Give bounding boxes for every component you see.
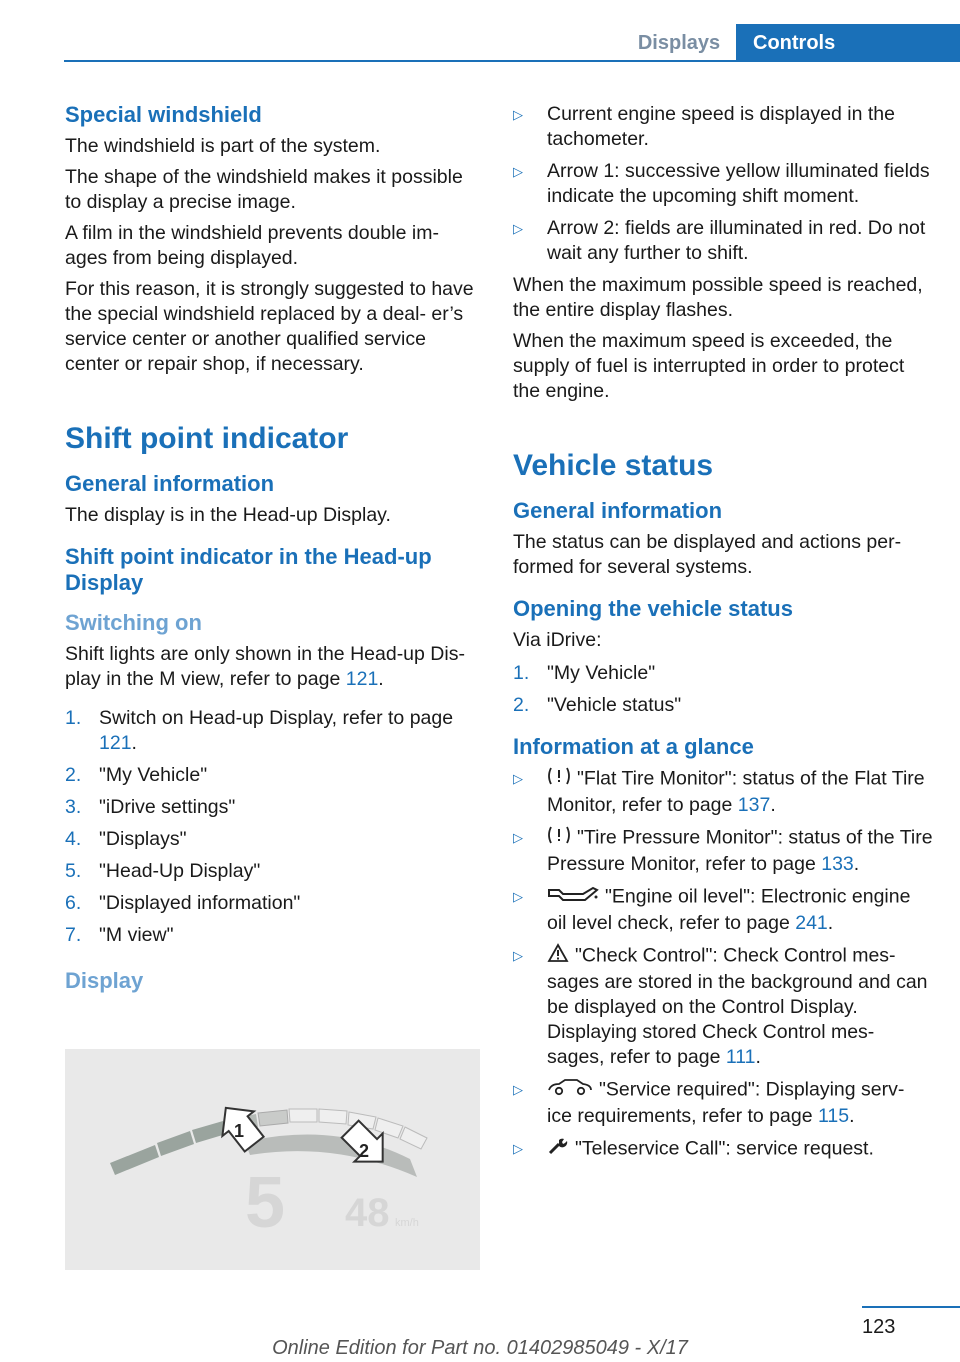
section-heading-glance: Information at a glance	[513, 734, 754, 759]
page-link[interactable]: 137	[737, 794, 771, 816]
arrow-1-label: 1	[234, 1121, 245, 1141]
chapter-heading-shift-point: Shift point indicator	[65, 422, 349, 455]
triangle-bullet-icon: ▷	[513, 1141, 523, 1156]
left-column	[65, 102, 480, 994]
triangle-bullet-icon: ▷	[513, 771, 523, 786]
list-item	[65, 923, 480, 948]
list-item	[513, 1077, 933, 1129]
right-column	[513, 102, 933, 1170]
list-item-text: Arrow 1: successive yellow illuminated fields indicate the upcoming shift moment.	[547, 160, 930, 207]
paragraph: Shift lights are only shown in the Head-up Dis‐ play in the M view, refer to page 121.	[65, 643, 465, 690]
list-item-text: Current engine speed is displayed in the tachometer.	[547, 103, 895, 150]
tab-displays[interactable]: Displays	[637, 32, 721, 54]
shift-indicator-figure	[65, 1049, 480, 1270]
list-item	[513, 1136, 933, 1163]
page-link[interactable]: 133	[821, 853, 854, 875]
steps-list	[65, 706, 480, 948]
section-heading-special-windshield: Special windshield	[65, 102, 262, 127]
list-item-text: "Head-Up Display"	[99, 860, 261, 882]
paragraph: The status can be displayed and actions per‐ formed for several systems.	[513, 531, 902, 578]
page-link[interactable]: 121	[345, 668, 379, 690]
speed-display: 48	[345, 1191, 390, 1235]
wrench-icon	[547, 1136, 569, 1163]
list-item-text: "M view"	[99, 924, 174, 946]
triangle-bullet-icon: ▷	[513, 830, 523, 845]
list-number: 2.	[65, 764, 82, 786]
list-item-text: "Tire Pressure Monitor": status of the Tire Pressure Monitor, refer to page	[547, 826, 933, 875]
page-number-rule	[862, 1306, 960, 1308]
list-item	[513, 943, 933, 1070]
list-item-text: "Service required": Displaying serv‐ ice requirements, refer to page	[547, 1078, 905, 1127]
section-heading-opening: Opening the vehicle status	[513, 596, 793, 621]
list-number: 7.	[65, 924, 82, 946]
list-item	[513, 693, 933, 718]
section-heading-hud: Shift point indicator in the Head-up Display	[65, 544, 432, 595]
subheading-switching-on: Switching on	[65, 610, 202, 635]
punctuation: .	[755, 1046, 761, 1068]
paragraph: When the maximum speed is exceeded, the supply of fuel is interrupted in order to protect the engine.	[513, 330, 905, 402]
list-item-text: "Engine oil level": Electronic engine oil level check, refer to page	[547, 885, 911, 934]
triangle-bullet-icon: ▷	[513, 221, 523, 236]
bullet-list	[513, 102, 933, 266]
list-item-text: Arrow 2: fields are illuminated in red. Do not wait any further to shift.	[547, 217, 926, 264]
tire-warning-icon	[547, 825, 571, 852]
shift-indicator-illustration	[65, 1049, 480, 1270]
subheading-display: Display	[65, 968, 144, 993]
list-item	[65, 795, 480, 820]
triangle-bullet-icon: ▷	[513, 164, 523, 179]
list-item-text: "Teleservice Call": service request.	[575, 1137, 874, 1160]
tab-controls[interactable]: Controls	[736, 24, 960, 62]
tire-warning-icon	[547, 766, 571, 793]
triangle-bullet-icon: ▷	[513, 107, 523, 122]
page-link[interactable]: 111	[725, 1046, 756, 1068]
paragraph: When the maximum possible speed is reached, the entire display flashes.	[513, 274, 923, 321]
list-item	[65, 827, 480, 852]
triangle-bullet-icon: ▷	[513, 889, 523, 904]
list-item	[65, 859, 480, 884]
list-item	[65, 891, 480, 916]
page-number: 123	[862, 1316, 896, 1338]
list-number: 4.	[65, 828, 82, 850]
warning-triangle-icon	[547, 943, 569, 970]
triangle-bullet-icon: ▷	[513, 1082, 523, 1097]
list-item-text: "Check Control": Check Control mes‐ sages are stored in the background and can be displayed on the Control Display. Displaying stored Check Control mes‐ sages, refer to page	[547, 944, 928, 1068]
paragraph: The shape of the windshield makes it possible to display a precise image.	[65, 166, 463, 213]
list-number: 6.	[65, 892, 82, 914]
list-item-text: Switch on Head-up Display, refer to page	[99, 707, 454, 729]
punctuation: .	[827, 912, 834, 934]
page-link[interactable]: 115	[817, 1105, 850, 1127]
section-heading-general-info: General information	[513, 498, 723, 523]
list-number: 2.	[513, 694, 530, 716]
list-number: 5.	[65, 860, 82, 882]
list-item	[513, 102, 933, 152]
glance-list	[513, 766, 933, 1163]
section-heading-general-info: General information	[65, 471, 275, 496]
list-item-text: "iDrive settings"	[99, 796, 236, 818]
list-item-text: "Vehicle status"	[547, 694, 682, 716]
list-item	[513, 884, 933, 936]
list-item	[513, 766, 933, 818]
list-item-text: "Displays"	[99, 828, 187, 850]
punctuation: .	[849, 1105, 855, 1127]
list-item-text: "My Vehicle"	[99, 764, 208, 786]
list-item	[513, 216, 933, 266]
paragraph: Via iDrive:	[513, 629, 602, 651]
page-link[interactable]: 241	[795, 912, 828, 934]
car-service-icon	[547, 1077, 593, 1104]
paragraph: For this reason, it is strongly suggested to have the special windshield replaced by a deal‐ er’s service center or another qualified service center or repair shop, if necessary.	[65, 278, 474, 375]
list-item: 1. Switch on Head-up Display, refer to page 121.	[65, 707, 454, 754]
list-number: 3.	[65, 796, 82, 818]
list-item	[513, 661, 933, 686]
punctuation: .	[853, 853, 860, 875]
chapter-heading-vehicle-status: Vehicle status	[513, 449, 714, 482]
gear-display: 5	[245, 1163, 286, 1243]
paragraph: A film in the windshield prevents double im‐ ages from being displayed.	[65, 222, 439, 269]
list-item-text: "Flat Tire Monitor": status of the Flat Tire Monitor, refer to page	[547, 767, 925, 816]
edition-footer: Online Edition for Part no. 01402985049 - X/17	[272, 1337, 688, 1359]
list-item-text: "My Vehicle"	[547, 662, 656, 684]
triangle-bullet-icon: ▷	[513, 948, 523, 963]
list-number: 1.	[513, 662, 530, 684]
paragraph: The windshield is part of the system.	[65, 135, 381, 157]
list-item-text: "Displayed information"	[99, 892, 301, 914]
page-link[interactable]: 121	[99, 732, 132, 754]
list-number: 1.	[65, 707, 82, 729]
list-item	[513, 159, 933, 209]
paragraph: The display is in the Head-up Display.	[65, 504, 391, 526]
punctuation: .	[770, 794, 776, 816]
paragraph-text: Shift lights are only shown in the Head-up Dis‐ play in the M view, refer to page	[65, 643, 465, 690]
list-item	[513, 825, 933, 877]
steps-list	[513, 661, 933, 718]
list-item	[65, 763, 480, 788]
oil-can-icon	[547, 884, 599, 911]
arrow-2-label: 2	[359, 1141, 370, 1161]
header-rule	[64, 60, 960, 62]
speed-unit: km/h	[395, 1217, 419, 1229]
